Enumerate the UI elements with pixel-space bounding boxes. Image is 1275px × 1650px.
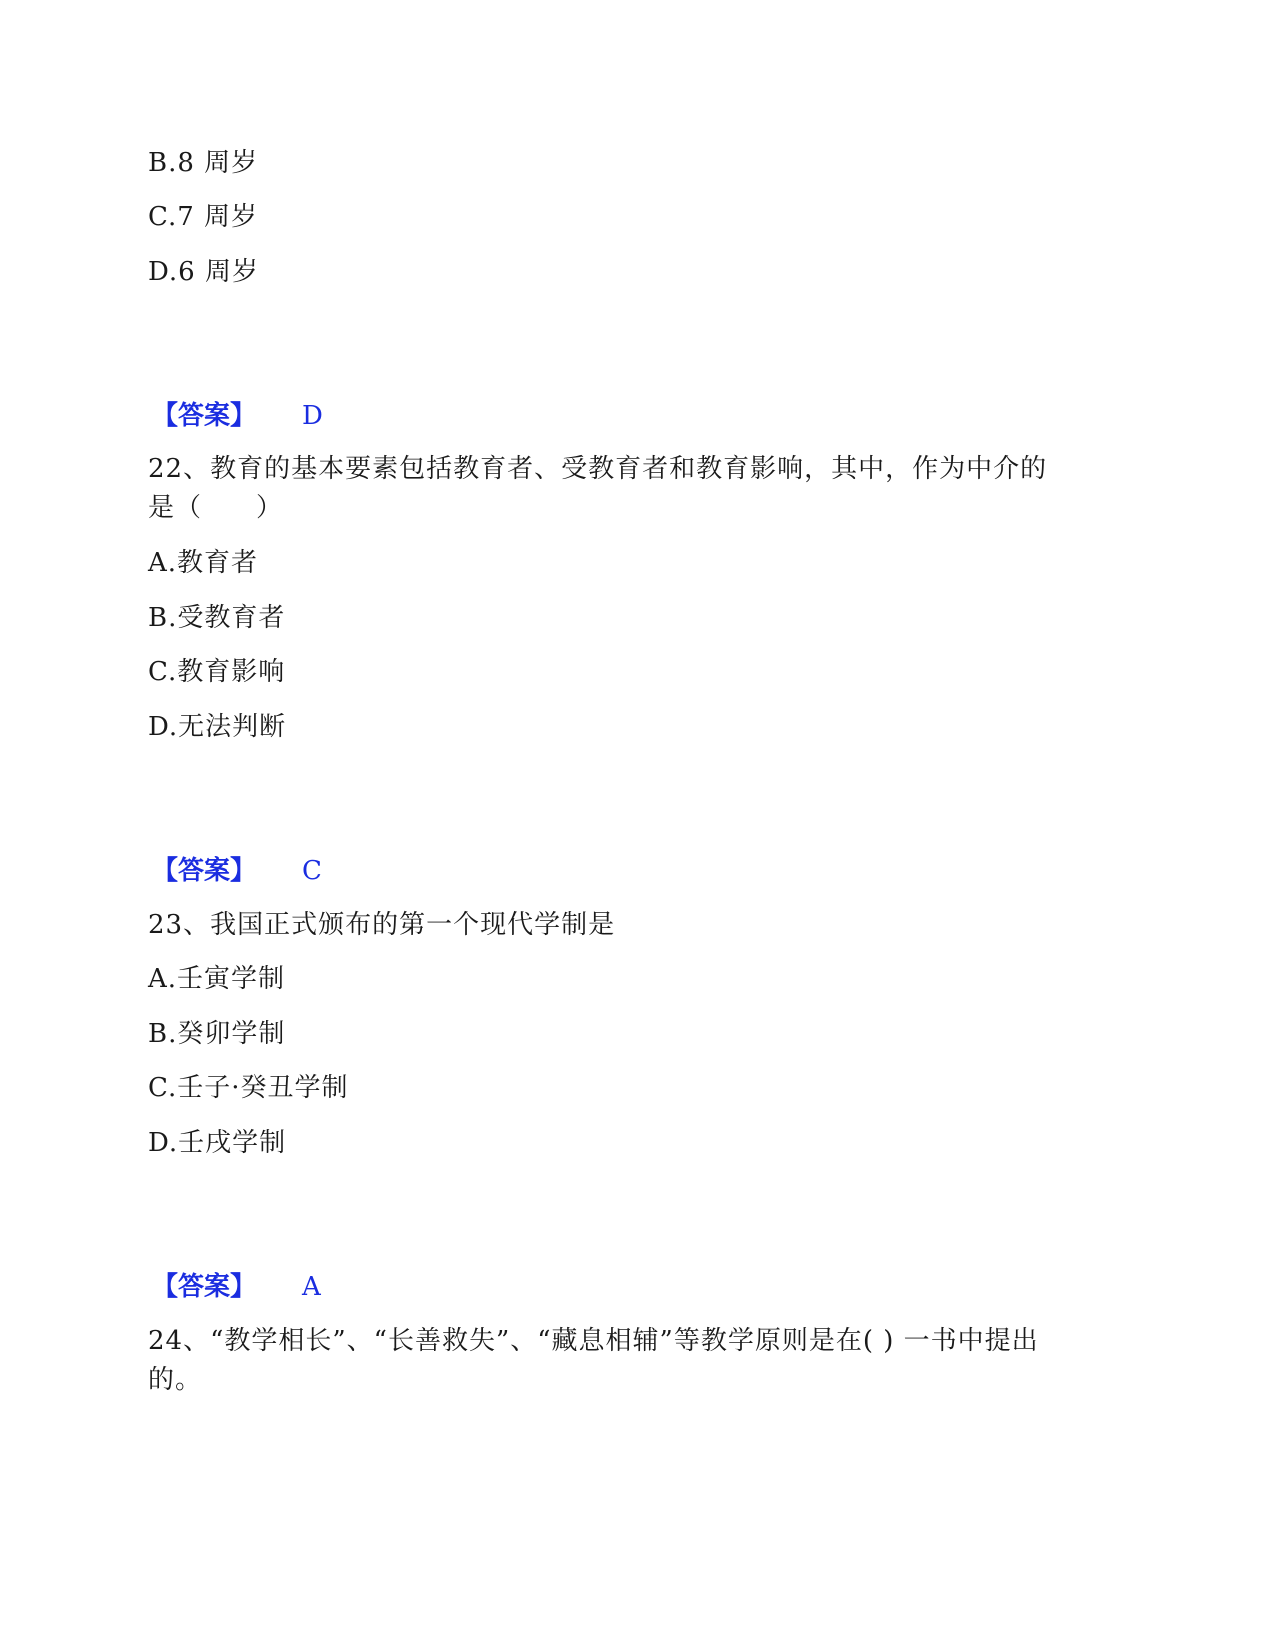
q22-stem-line2: 是（ ） [148, 493, 284, 523]
q23-option-c: C.壬子·癸丑学制 [148, 1073, 349, 1103]
answer-value: D [302, 401, 323, 431]
q21-option-d: D.6 周岁 [148, 257, 259, 287]
q21-answer [152, 399, 323, 433]
answer-value: C [302, 856, 322, 886]
q23-option-b: B.癸卯学制 [148, 1019, 286, 1049]
q21-option-b: B.8 周岁 [148, 148, 259, 178]
q23-option-a: A.壬寅学制 [148, 964, 286, 994]
q23-answer [152, 1270, 321, 1304]
q24-stem-line1: 24、“教学相长”、“长善救失”、“藏息相辅”等教学原则是在( ) 一书中提出 [148, 1326, 1039, 1356]
q22-option-b: B.受教育者 [148, 603, 286, 633]
answer-label: 【答案】 [152, 856, 257, 886]
answer-value: A [302, 1272, 321, 1302]
answer-label: 【答案】 [152, 401, 257, 431]
q21-option-c: C.7 周岁 [148, 202, 259, 232]
q22-answer [152, 854, 322, 888]
q23-option-d: D.壬戌学制 [148, 1128, 287, 1158]
q24-stem-line2: 的。 [148, 1365, 203, 1395]
q22-option-c: C.教育影响 [148, 657, 286, 687]
q22-option-d: D.无法判断 [148, 712, 287, 742]
answer-label: 【答案】 [152, 1272, 257, 1302]
q23-stem-line1: 23、我国正式颁布的第一个现代学制是 [148, 910, 616, 940]
q22-stem-line1: 22、教育的基本要素包括教育者、受教育者和教育影响，其中，作为中介的 [148, 454, 1048, 484]
q22-option-a: A.教育者 [148, 548, 259, 578]
